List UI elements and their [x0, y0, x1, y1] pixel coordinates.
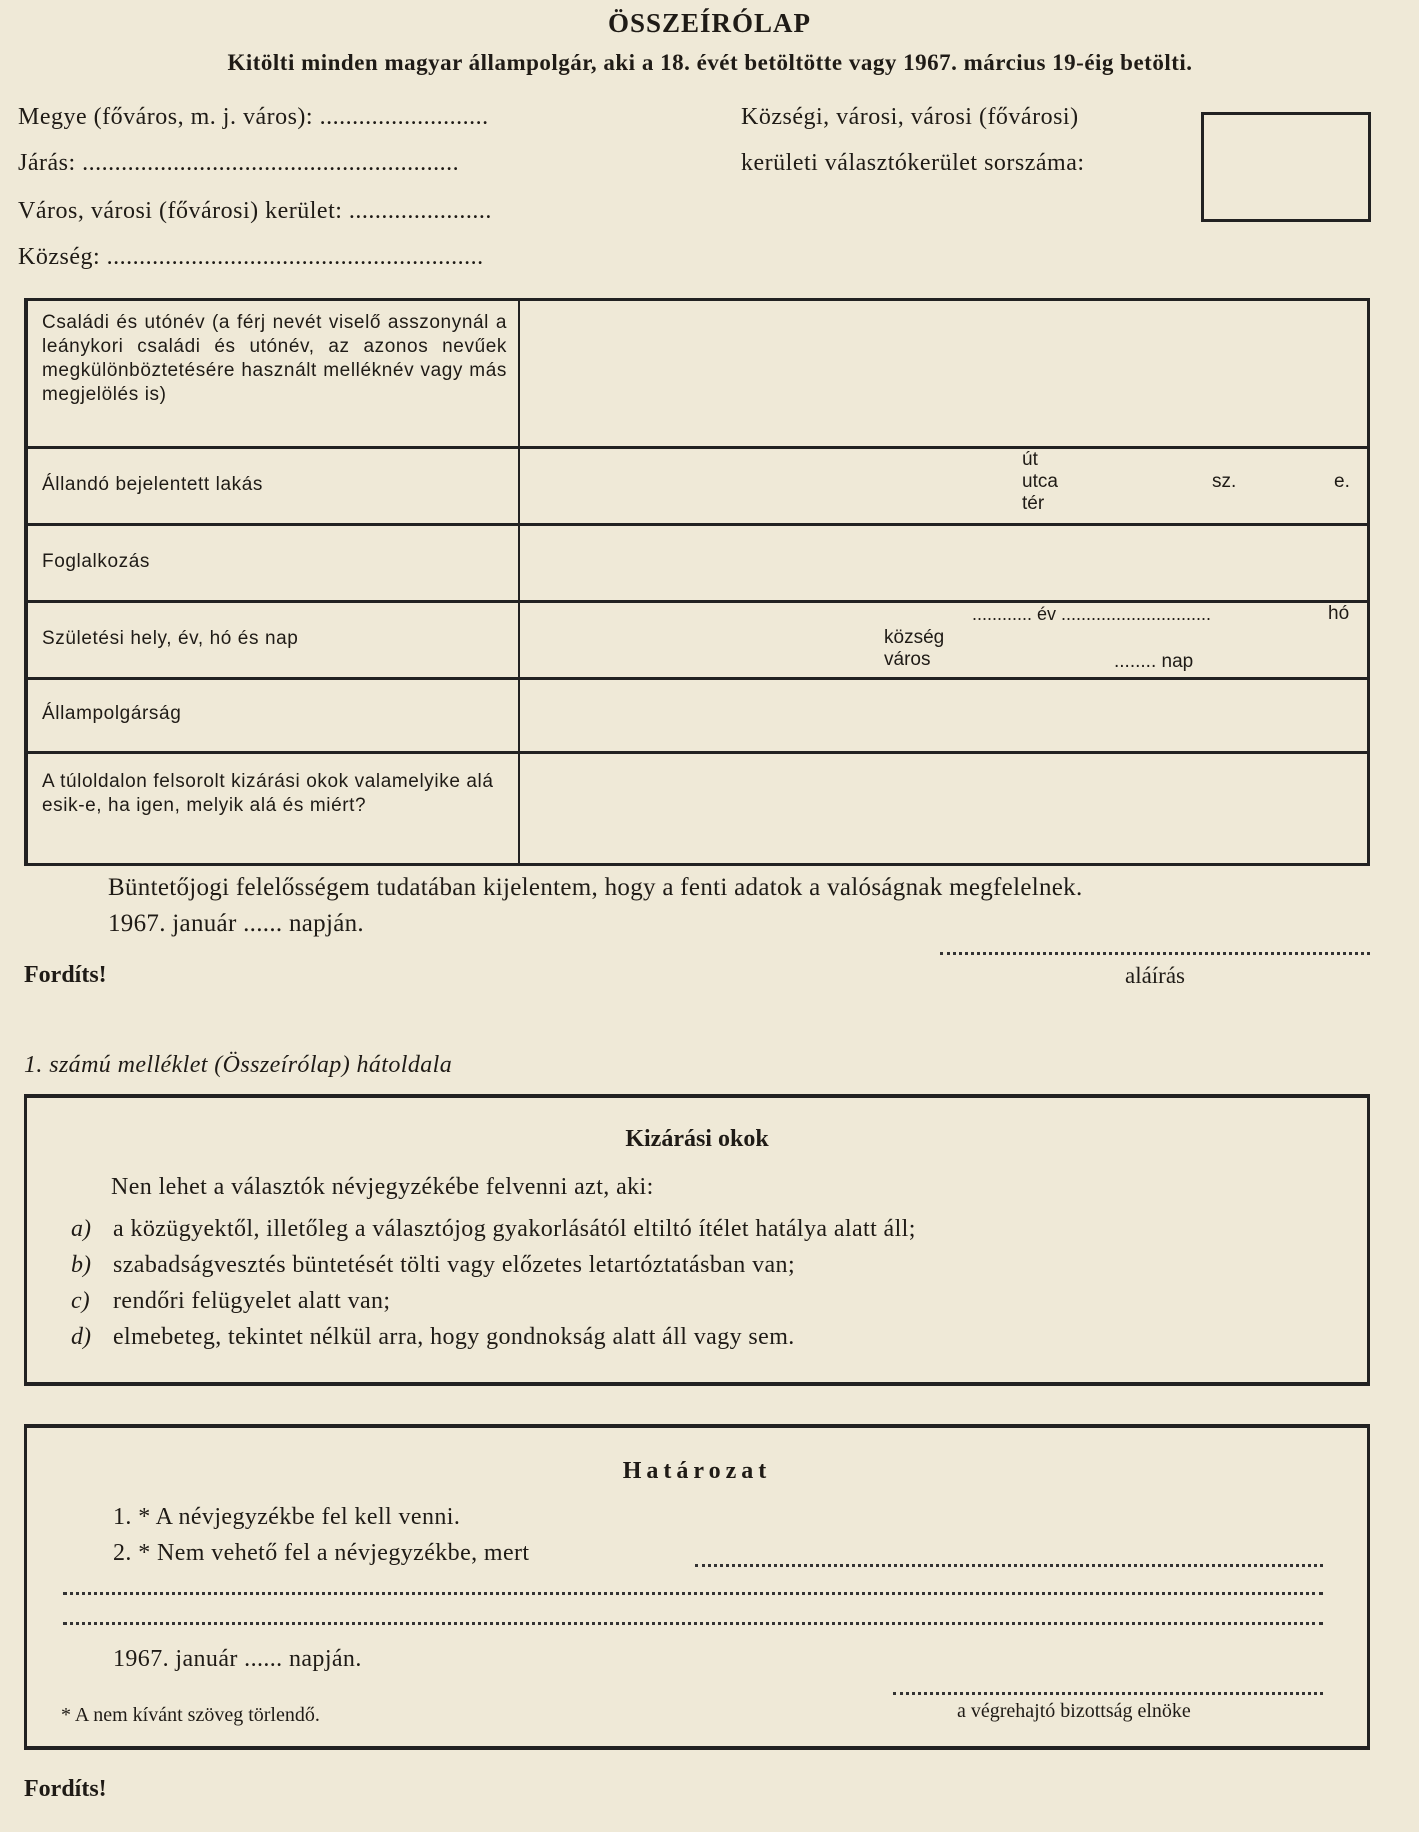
row-label-birth: Születési hely, év, hó és nap [42, 628, 299, 649]
decision-title: Határozat [622, 1458, 772, 1484]
hint-ut: út [1022, 449, 1038, 470]
decision-item-1[interactable]: 1. * A névjegyzékbe fel kell venni. [113, 1504, 461, 1530]
decision-box [24, 1424, 1370, 1750]
exclusion-text-d: elmebeteg, tekintet nélkül arra, hogy gondnokság alatt áll vagy sem. [113, 1324, 795, 1350]
constituency-label-2: kerületi választókerület sorszáma: [741, 150, 1085, 176]
decision-item-2[interactable]: 2. * Nem vehető fel a névjegyzékbe, mert [113, 1540, 530, 1566]
exclusion-letter-a: a) [71, 1216, 91, 1242]
hint-ho: hó [1328, 603, 1350, 624]
reason-dotted-line-1[interactable] [695, 1564, 1323, 1567]
turn-over-note-1: Fordíts! [24, 962, 107, 988]
field-village[interactable]: Község: .......................................................... [18, 244, 484, 270]
exclusion-text-a: a közügyektől, illetőleg a választójog gyakorlásától eltiltó ítélet hatálya alatt áll; [113, 1216, 916, 1242]
hint-e: e. [1334, 471, 1350, 492]
declaration-line-1: Büntetőjogi felelősségem tudatában kijelentem, hogy a fenti adatok a valóságnak megfelelnek. [108, 874, 1083, 901]
exclusion-reasons-box [24, 1094, 1370, 1386]
hint-kozseg: község [884, 627, 945, 648]
exclusion-text-c: rendőri felügyelet alatt van; [113, 1288, 391, 1314]
hint-sz: sz. [1212, 471, 1237, 492]
table-row-name [28, 301, 1367, 446]
input-exclusion[interactable] [522, 754, 1367, 863]
table-row-birth [28, 600, 1367, 677]
decision-date[interactable]: 1967. január ...... napján. [113, 1646, 362, 1672]
page-subtitle: Kitölti minden magyar állampolgár, aki a 18. évét betöltötte vagy 1967. március 19-éig betölti. [227, 50, 1193, 75]
input-birth[interactable] [522, 603, 1367, 677]
table-row-exclusion [28, 751, 1367, 863]
row-label-occupation: Foglalkozás [42, 551, 150, 572]
field-county[interactable]: Megye (főváros, m. j. város): .......................... [18, 104, 489, 130]
input-citizenship[interactable] [522, 680, 1367, 751]
hint-utca: utca [1022, 471, 1058, 492]
hint-ter: tér [1022, 493, 1045, 514]
hint-nap: ........ nap [1114, 651, 1194, 672]
turn-over-note-2: Fordíts! [24, 1776, 107, 1802]
field-district[interactable]: Járás: .......................................................... [18, 150, 460, 176]
census-form-table [24, 298, 1370, 866]
table-row-citizenship [28, 677, 1367, 751]
constituency-label-1: Községi, városi, városi (fővárosi) [741, 104, 1079, 130]
declaration-text [108, 870, 1083, 942]
input-name[interactable] [522, 301, 1367, 446]
input-address[interactable] [522, 449, 1367, 523]
table-row-occupation [28, 523, 1367, 600]
exclusion-text-b: szabadságvesztés büntetését tölti vagy előzetes letartóztatásban van; [113, 1252, 796, 1278]
hint-ev: ............ év .............................. [972, 604, 1212, 624]
signature-line[interactable] [940, 952, 1370, 955]
exclusion-letter-d: d) [71, 1324, 91, 1350]
exclusion-letter-c: c) [71, 1288, 90, 1314]
annex-caption: 1. számú melléklet (Összeírólap) hátoldala [24, 1052, 453, 1078]
decision-footnote: * A nem kívánt szöveg törlendő. [61, 1704, 320, 1726]
hint-varos: város [884, 649, 931, 670]
table-row-address [28, 446, 1367, 523]
row-label-address: Állandó bejelentett lakás [42, 474, 263, 495]
exclusion-title: Kizárási okok [625, 1126, 769, 1152]
row-label-exclusion: A túloldalon felsorolt kizárási okok valamelyike alá esik-e, ha igen, melyik alá és miért? [42, 771, 494, 816]
decision-signature-line[interactable] [893, 1692, 1323, 1695]
field-city[interactable]: Város, városi (fővárosi) kerület: ...................... [18, 198, 492, 224]
reason-dotted-line-3[interactable] [63, 1622, 1323, 1625]
signature-label: aláírás [1124, 963, 1185, 988]
page-title: ÖSSZEÍRÓLAP [607, 8, 812, 38]
reason-dotted-line-2[interactable] [63, 1592, 1323, 1595]
exclusion-letter-b: b) [71, 1252, 91, 1278]
declaration-date[interactable]: 1967. január ...... napján. [108, 910, 364, 937]
decision-signer: a végrehajtó bizottság elnöke [957, 1700, 1191, 1722]
row-label-name: Családi és utónév (a férj nevét viselő asszonynál a leánykori családi és utónév, az azonos nevűek megkülönböztetésére használt melléknév vagy más megjelölés is) [42, 312, 507, 405]
row-label-citizenship: Állampolgárság [42, 703, 182, 724]
exclusion-intro: Nen lehet a választók névjegyzékébe felvenni azt, aki: [111, 1174, 654, 1200]
constituency-number-box[interactable] [1201, 112, 1371, 222]
input-occupation[interactable] [522, 526, 1367, 600]
